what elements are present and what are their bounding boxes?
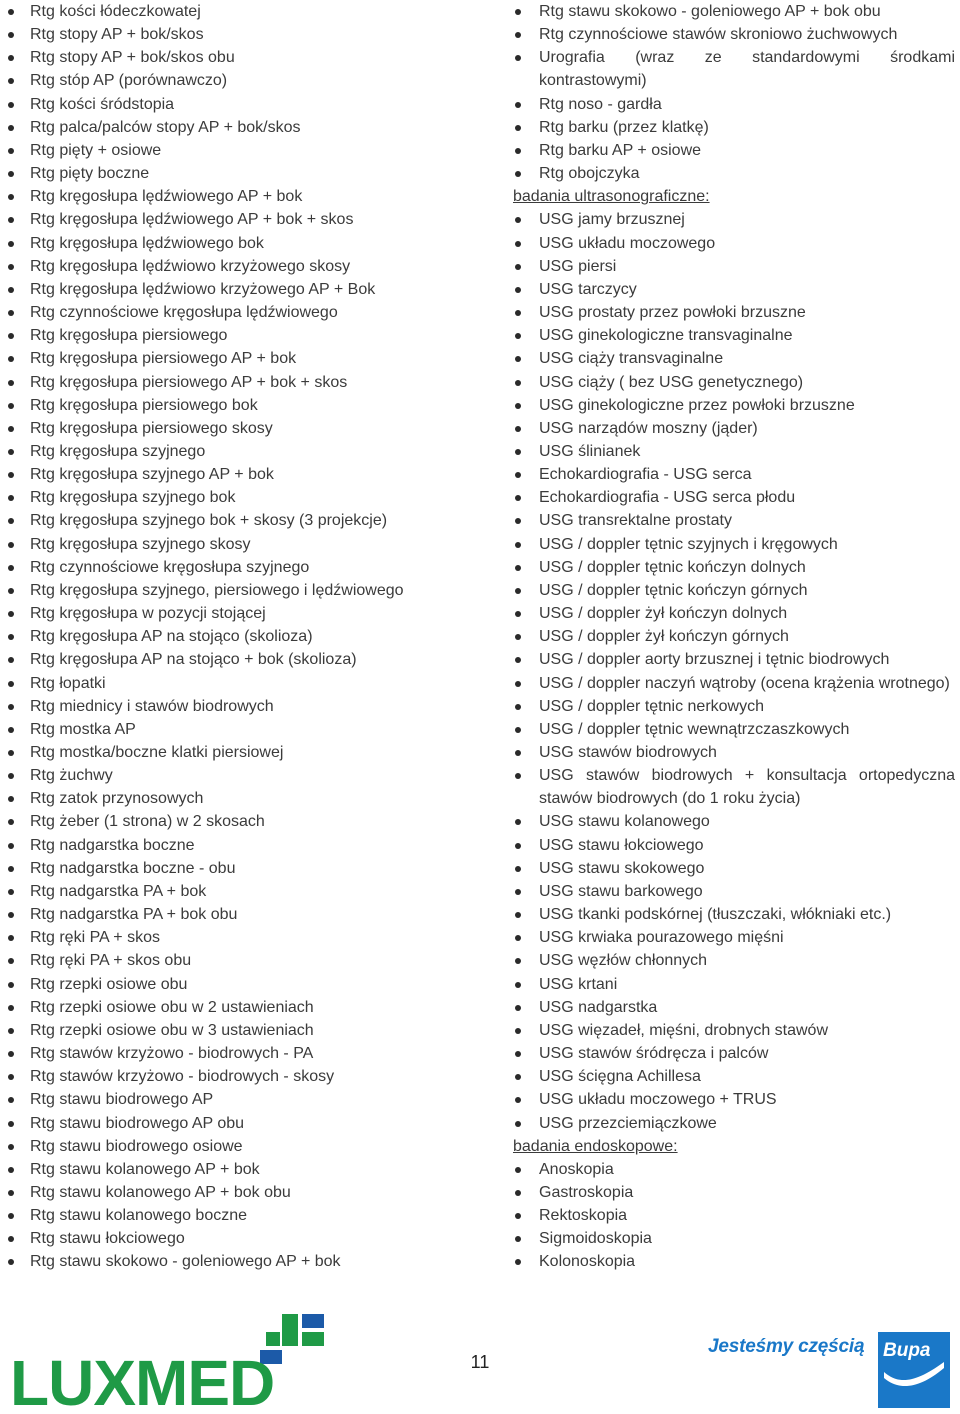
list-item: USG / doppler żył kończyn górnych <box>505 625 955 648</box>
list-item: Sigmoidoskopia <box>505 1227 955 1250</box>
list-item: Rtg kręgosłupa w pozycji stojącej <box>0 602 480 625</box>
list-item: USG przezciemiączkowe <box>505 1112 955 1135</box>
list-item: Kolonoskopia <box>505 1250 955 1273</box>
list-item: USG stawu skokowego <box>505 857 955 880</box>
bupa-logo <box>878 1332 950 1408</box>
list-item: USG stawów biodrowych <box>505 741 955 764</box>
list-item: USG / doppler żył kończyn dolnych <box>505 602 955 625</box>
list-item: Rtg kręgosłupa lędźwiowo krzyżowego skosy <box>0 255 480 278</box>
list-item: USG stawu barkowego <box>505 880 955 903</box>
list-item: Rtg kręgosłupa piersiowego <box>0 324 480 347</box>
exam-list-endoscopy <box>505 1158 955 1274</box>
list-item: Rtg pięty + osiowe <box>0 139 480 162</box>
list-item: USG prostaty przez powłoki brzuszne <box>505 301 955 324</box>
list-item: Rtg nadgarstka boczne <box>0 834 480 857</box>
list-item: Rtg kręgosłupa piersiowego AP + bok <box>0 347 480 370</box>
list-item: Rtg kości łódeczkowatej <box>0 0 480 23</box>
list-item: USG tkanki podskórnej (tłuszczaki, włókniaki etc.) <box>505 903 955 926</box>
list-item: Rtg kręgosłupa szyjnego AP + bok <box>0 463 480 486</box>
list-item: Rtg stawów krzyżowo - biodrowych - skosy <box>0 1065 480 1088</box>
list-item: USG ciąży transvaginalne <box>505 347 955 370</box>
exam-list-rtg-continued <box>505 0 955 185</box>
list-item: Rtg ręki PA + skos <box>0 926 480 949</box>
list-item: Rtg stawu skokowo - goleniowego AP + bok obu <box>505 0 955 23</box>
list-item: Rtg kręgosłupa lędźwiowo krzyżowego AP + Bok <box>0 278 480 301</box>
list-item: Rtg noso - gardła <box>505 93 955 116</box>
list-item: USG / doppler tętnic kończyn dolnych <box>505 556 955 579</box>
list-item: Rtg kręgosłupa lędźwiowego AP + bok <box>0 185 480 208</box>
list-item: Rtg obojczyka <box>505 162 955 185</box>
list-item: Rtg stawu biodrowego AP obu <box>0 1112 480 1135</box>
list-item: Rtg żeber (1 strona) w 2 skosach <box>0 810 480 833</box>
bupa-wordmark: Bupa <box>883 1340 931 1361</box>
list-item: USG układu moczowego <box>505 232 955 255</box>
list-item: USG układu moczowego + TRUS <box>505 1088 955 1111</box>
luxmed-logo <box>10 1312 330 1408</box>
list-item: Rtg kręgosłupa AP na stojąco + bok (skolioza) <box>0 648 480 671</box>
list-item: USG / doppler naczyń wątroby (ocena krążenia wrotnego) <box>505 672 955 695</box>
page-number: 11 <box>470 1352 490 1372</box>
list-item: USG ginekologiczne przez powłoki brzuszne <box>505 394 955 417</box>
list-item: USG piersi <box>505 255 955 278</box>
left-column <box>0 0 480 1274</box>
list-item: USG / doppler tętnic nerkowych <box>505 695 955 718</box>
list-item: USG ginekologiczne transvaginalne <box>505 324 955 347</box>
list-item: USG stawów biodrowych + konsultacja ortopedyczna stawów biodrowych (do 1 roku życia) <box>505 764 955 810</box>
list-item: Rektoskopia <box>505 1204 955 1227</box>
list-item: Rtg stóp AP (porównawczo) <box>0 69 480 92</box>
exam-list-left <box>0 0 480 1274</box>
list-item: Rtg rzepki osiowe obu w 3 ustawieniach <box>0 1019 480 1042</box>
list-item: USG więzadeł, mięśni, drobnych stawów <box>505 1019 955 1042</box>
page-footer <box>0 1300 960 1414</box>
list-item: Gastroskopia <box>505 1181 955 1204</box>
list-item: USG nadgarstka <box>505 996 955 1019</box>
list-item: Rtg rzepki osiowe obu <box>0 973 480 996</box>
list-item: Rtg kręgosłupa szyjnego <box>0 440 480 463</box>
list-item: Rtg barku (przez klatkę) <box>505 116 955 139</box>
list-item: Rtg kręgosłupa piersiowego skosy <box>0 417 480 440</box>
list-item: Rtg stopy AP + bok/skos <box>0 23 480 46</box>
list-item: Rtg kręgosłupa lędźwiowego AP + bok + skos <box>0 208 480 231</box>
list-item: Rtg kręgosłupa piersiowego bok <box>0 394 480 417</box>
list-item: Rtg kręgosłupa szyjnego bok <box>0 486 480 509</box>
list-item: Rtg stawu kolanowego boczne <box>0 1204 480 1227</box>
list-item: Anoskopia <box>505 1158 955 1181</box>
right-column <box>505 0 955 1274</box>
list-item: Rtg kości śródstopia <box>0 93 480 116</box>
list-item: Urografia (wraz ze standardowymi środkami kontrastowymi) <box>505 46 955 92</box>
list-item: Rtg stawu kolanowego AP + bok <box>0 1158 480 1181</box>
list-item: USG stawu łokciowego <box>505 834 955 857</box>
list-item: Rtg pięty boczne <box>0 162 480 185</box>
list-item: Rtg barku AP + osiowe <box>505 139 955 162</box>
list-item: Rtg zatok przynosowych <box>0 787 480 810</box>
list-item: Rtg stawów krzyżowo - biodrowych - PA <box>0 1042 480 1065</box>
list-item: Rtg nadgarstka PA + bok obu <box>0 903 480 926</box>
list-item: Rtg stawu skokowo - goleniowego AP + bok <box>0 1250 480 1273</box>
list-item: Rtg łopatki <box>0 672 480 695</box>
list-item: Rtg stawu biodrowego AP <box>0 1088 480 1111</box>
list-item: Rtg kręgosłupa AP na stojąco (skolioza) <box>0 625 480 648</box>
list-item: USG stawu kolanowego <box>505 810 955 833</box>
list-item: Rtg czynnościowe kręgosłupa szyjnego <box>0 556 480 579</box>
list-item: Rtg czynnościowe kręgosłupa lędźwiowego <box>0 301 480 324</box>
list-item: USG / doppler aorty brzusznej i tętnic biodrowych <box>505 648 955 671</box>
list-item: Echokardiografia - USG serca płodu <box>505 486 955 509</box>
list-item: Rtg żuchwy <box>0 764 480 787</box>
list-item: USG ślinianek <box>505 440 955 463</box>
list-item: USG węzłów chłonnych <box>505 949 955 972</box>
list-item: USG tarczycy <box>505 278 955 301</box>
list-item: Rtg czynnościowe stawów skroniowo żuchwowych <box>505 23 955 46</box>
list-item: Rtg stopy AP + bok/skos obu <box>0 46 480 69</box>
list-item: Rtg ręki PA + skos obu <box>0 949 480 972</box>
list-item: Rtg kręgosłupa szyjnego skosy <box>0 533 480 556</box>
usg-section-heading: badania ultrasonograficzne: <box>513 188 710 206</box>
list-item: Rtg miednicy i stawów biodrowych <box>0 695 480 718</box>
list-item: USG narządów moszny (jąder) <box>505 417 955 440</box>
list-item: USG / doppler tętnic wewnątrzczaszkowych <box>505 718 955 741</box>
list-item: Echokardiografia - USG serca <box>505 463 955 486</box>
list-item: USG krwiaka pourazowego mięśni <box>505 926 955 949</box>
list-item: Rtg kręgosłupa szyjnego, piersiowego i lędźwiowego <box>0 579 480 602</box>
list-item: Rtg mostka AP <box>0 718 480 741</box>
list-item: Rtg kręgosłupa szyjnego bok + skosy (3 projekcje) <box>0 509 480 532</box>
list-item: Rtg stawu biodrowego osiowe <box>0 1135 480 1158</box>
list-item: Rtg nadgarstka boczne - obu <box>0 857 480 880</box>
list-item: Rtg stawu kolanowego AP + bok obu <box>0 1181 480 1204</box>
list-item: USG jamy brzusznej <box>505 208 955 231</box>
list-item: USG / doppler tętnic kończyn górnych <box>505 579 955 602</box>
exam-list-usg <box>505 208 955 1134</box>
list-item: USG transrektalne prostaty <box>505 509 955 532</box>
list-item: Rtg mostka/boczne klatki piersiowej <box>0 741 480 764</box>
list-item: USG krtani <box>505 973 955 996</box>
endoscopy-section-heading: badania endoskopowe: <box>513 1137 678 1155</box>
luxmed-wordmark: LUXMED <box>10 1347 275 1408</box>
list-item: USG ciąży ( bez USG genetycznego) <box>505 371 955 394</box>
list-item: USG stawów śródręcza i palców <box>505 1042 955 1065</box>
list-item: Rtg palca/palców stopy AP + bok/skos <box>0 116 480 139</box>
list-item: Rtg rzepki osiowe obu w 2 ustawieniach <box>0 996 480 1019</box>
list-item: Rtg kręgosłupa lędźwiowego bok <box>0 232 480 255</box>
list-item: Rtg stawu łokciowego <box>0 1227 480 1250</box>
list-item: USG ścięgna Achillesa <box>505 1065 955 1088</box>
list-item: Rtg kręgosłupa piersiowego AP + bok + skos <box>0 371 480 394</box>
list-item: USG / doppler tętnic szyjnych i kręgowych <box>505 533 955 556</box>
list-item: Rtg nadgarstka PA + bok <box>0 880 480 903</box>
bupa-tagline: Jesteśmy częścią <box>708 1336 865 1357</box>
